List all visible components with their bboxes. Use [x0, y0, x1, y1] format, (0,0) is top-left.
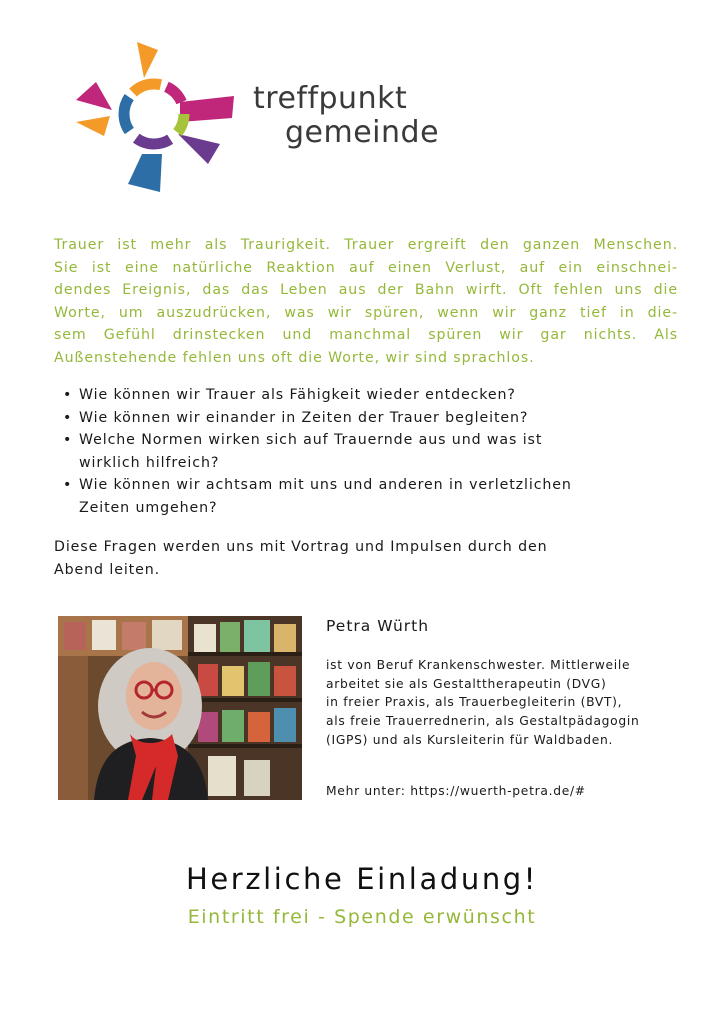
intro-line: Trauer ist mehr als Traurigkeit. Trauer ergreift den ganzen Menschen. [54, 237, 678, 253]
intro-line: Sie ist eine natürliche Reaktion auf einen Verlust, auf ein einschnei- [54, 259, 678, 276]
question-list [54, 384, 674, 519]
bullet-icon: • [63, 409, 73, 426]
bio-line: (IGPS) und als Kursleiterin für Waldbaden. [326, 732, 614, 747]
bio-line: als freie Trauerrednerin, als Gestaltpädagogin [326, 714, 640, 729]
bullet-icon: • [63, 432, 73, 448]
bio-line: arbeitet sie als Gestalttherapeutin (DVG) [326, 676, 607, 691]
brand-line-1: treffpunkt [253, 81, 408, 116]
speaker-name: Petra Würth [326, 617, 430, 635]
treffpunkt-gemeinde-logo-icon [72, 38, 242, 196]
brand-wordmark [253, 82, 439, 150]
list-item [54, 474, 674, 519]
question-text: Wie können wir einander in Zeiten der Trauer begleiten? [79, 409, 529, 426]
intro-line: dendes Ereignis, das das Leben aus der Bahn wirft. Oft fehlen uns die [54, 282, 678, 298]
brand-line-2: gemeinde [285, 115, 440, 150]
question-text: Wie können wir achtsam mit uns und anderen in verletzlichen [79, 477, 572, 493]
intro-line: Worte, um auszudrücken, was wir spüren, wenn wir ganz tief in die- [54, 304, 678, 321]
speaker-photo [58, 616, 302, 800]
bio-line: ist von Beruf Krankenschwester. Mittlerweile [326, 658, 631, 672]
question-text-continued: wirklich hilfreich? [79, 454, 220, 471]
intro-line: sem Gefühl drinstecken und manchmal spüren wir gar nichts. Als [54, 327, 678, 343]
speaker-bio [326, 656, 686, 750]
admission-note: Eintritt frei - Spende erwünscht [187, 906, 537, 928]
bio-line: in freier Praxis, als Trauerbegleiterin (BVT), [326, 695, 623, 710]
intro-line: Außenstehende fehlen uns oft die Worte, wir sind sprachlos. [54, 349, 535, 366]
intro-paragraph [54, 234, 678, 369]
bullet-icon: • [63, 477, 73, 493]
invitation-headline: Herzliche Einladung! [185, 862, 539, 896]
list-item [54, 407, 674, 430]
closing-paragraph [54, 536, 674, 581]
bullet-icon: • [63, 387, 73, 403]
website-link[interactable]: Mehr unter: https://wuerth-petra.de/# [326, 784, 586, 798]
list-item [54, 384, 674, 407]
question-text: Wie können wir Trauer als Fähigkeit wieder entdecken? [79, 387, 516, 403]
list-item [54, 429, 674, 474]
question-text: Welche Normen wirken sich auf Trauernde aus und was ist [79, 432, 543, 448]
closing-line: Diese Fragen werden uns mit Vortrag und Impulsen durch den [54, 539, 548, 555]
question-text-continued: Zeiten umgehen? [79, 499, 218, 516]
closing-line: Abend leiten. [54, 561, 161, 578]
